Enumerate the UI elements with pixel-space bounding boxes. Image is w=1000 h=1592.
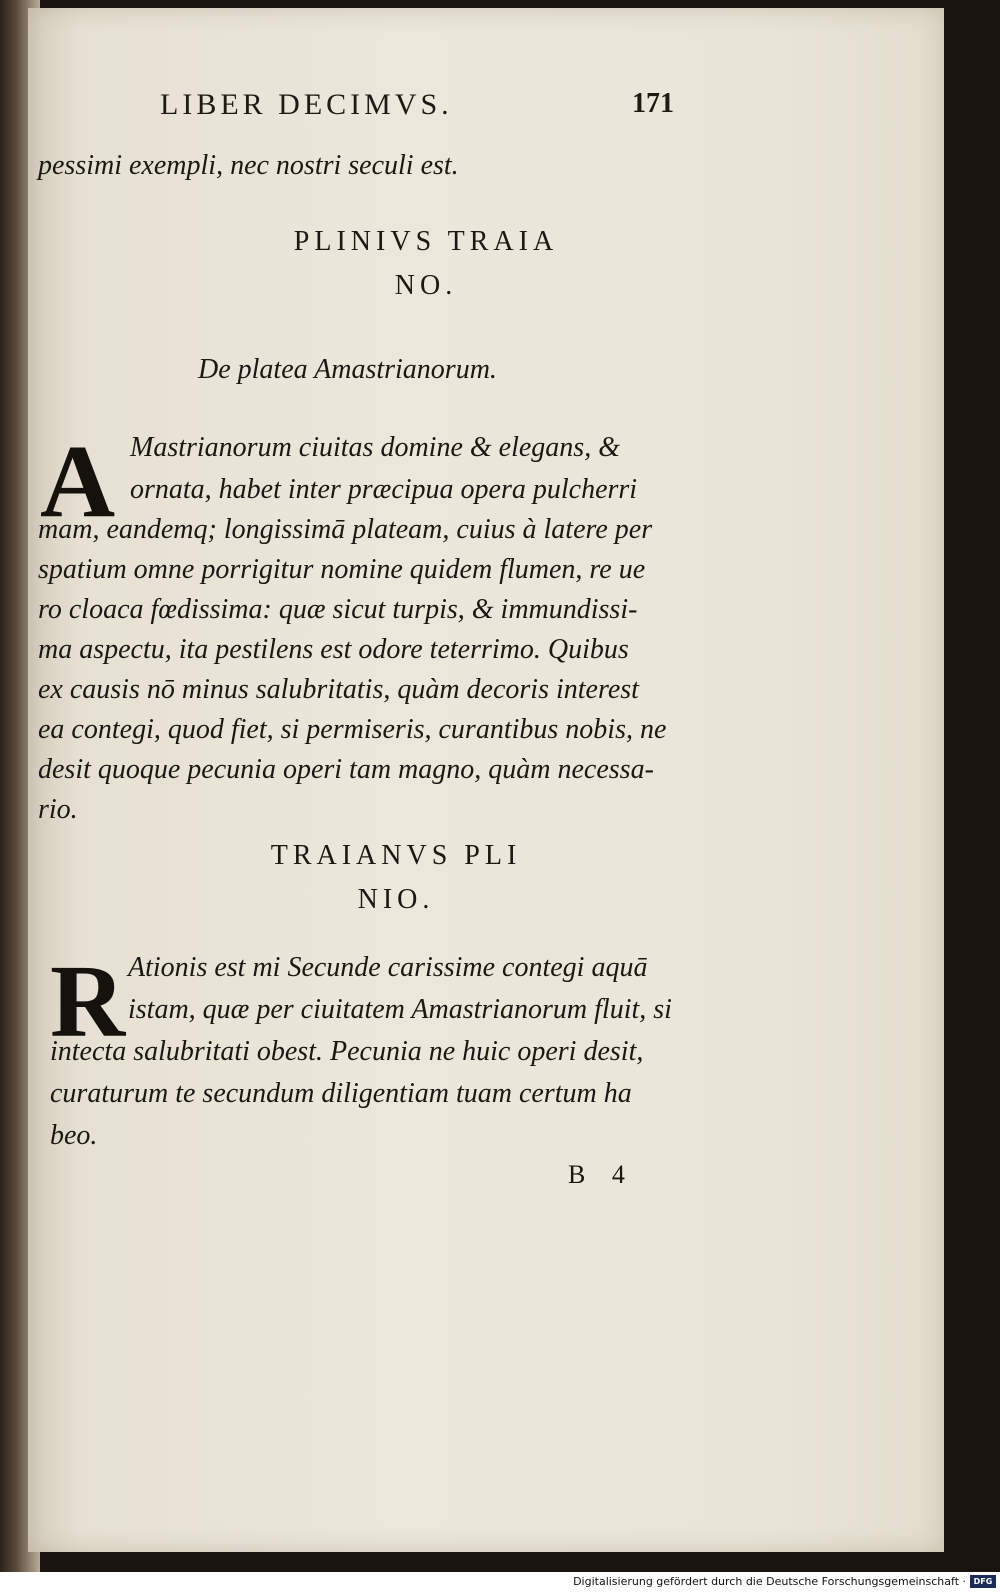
letter1-line: ornata, habet inter præcipua opera pulcherri [130, 474, 638, 505]
letter1-heading-line1: PLINIVS TRAIA [293, 226, 559, 257]
letter1-line: ex causis nō minus salubritatis, quàm decoris interest [38, 674, 639, 705]
text-line: pessimi exempli, nec nostri seculi est. [38, 150, 459, 181]
letter1-line: spatium omne porrigitur nomine quidem flumen, re ue [38, 554, 646, 585]
letter2-heading-line1: TRAIANVS PLI [270, 840, 522, 871]
funding-credit: Digitalisierung gefördert durch die Deutsche Forschungsgemeinschaft · [573, 1575, 966, 1588]
footer-strip [0, 1572, 1000, 1592]
signature-mark: B 4 [568, 1160, 635, 1189]
letter1-line: ma aspectu, ita pestilens est odore teterrimo. Quibus [38, 634, 629, 665]
running-head [28, 88, 944, 128]
letter1-initial: A [40, 424, 116, 539]
letter1-heading-line2: NO. [394, 270, 458, 301]
dfg-logo: DFG [970, 1575, 996, 1588]
running-title: LIBER DECIMVS. [160, 88, 453, 121]
letter1-line: Mastrianorum ciuitas domine & elegans, & [130, 432, 620, 463]
letter1-line: mam, eandemq; longissimā plateam, cuius à latere per [38, 514, 653, 545]
letter1-line: ro cloaca fœdissima: quæ sicut turpis, & immundissi- [38, 594, 638, 625]
letter2-line: beo. [50, 1120, 98, 1151]
page-number: 171 [632, 88, 674, 119]
letter2-initial: R [50, 944, 126, 1059]
letter1-subheading: De platea Amastrianorum. [198, 354, 497, 385]
book-page [28, 8, 944, 1552]
letter2-line: istam, quæ per ciuitatem Amastrianorum fluit, si [128, 994, 672, 1025]
letter1-line: rio. [38, 794, 78, 825]
letter2-line: Ationis est mi Secunde carissime contegi aquā [128, 952, 648, 983]
letter1-line: ea contegi, quod fiet, si permiseris, curantibus nobis, ne [38, 714, 667, 745]
letter1-line: desit quoque pecunia operi tam magno, quàm necessa- [38, 754, 654, 785]
letter2-heading-line2: NIO. [357, 884, 435, 915]
letter2-line: curaturum te secundum diligentiam tuam certum ha [50, 1078, 632, 1109]
letter2-line: intecta salubritati obest. Pecunia ne huic operi desit, [50, 1036, 644, 1067]
